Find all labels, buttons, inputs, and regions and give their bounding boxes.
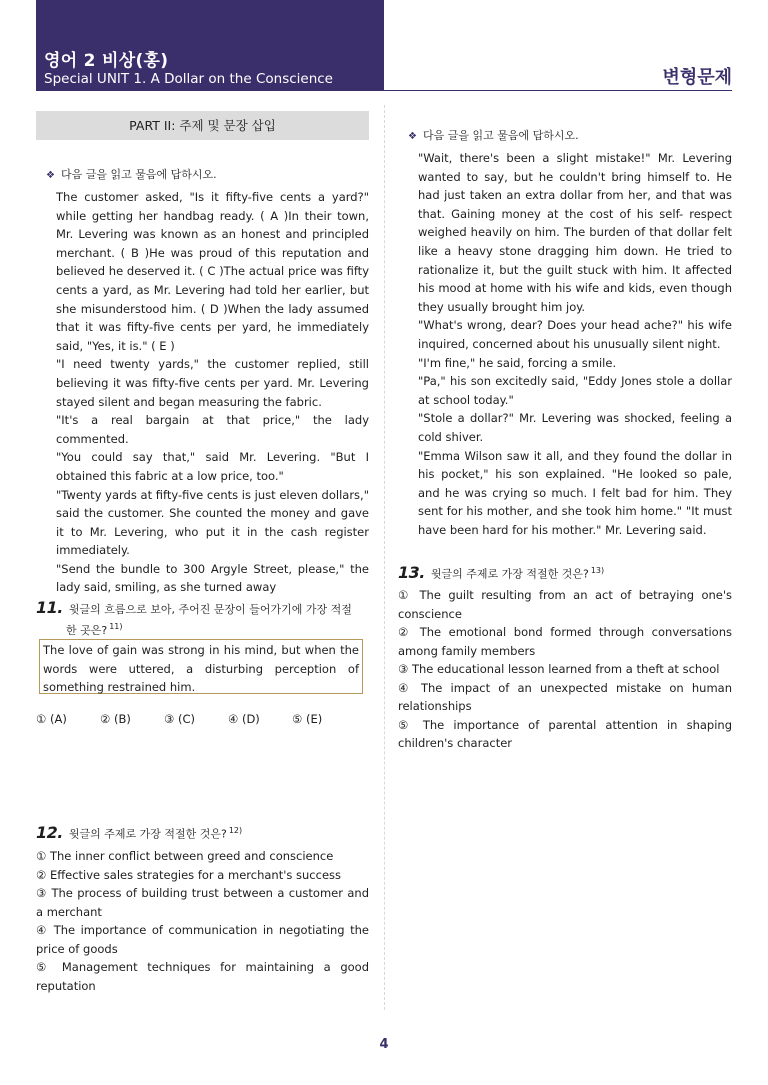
question-number: 13.: [398, 562, 425, 582]
right-instruction: [408, 127, 579, 143]
passage-paragraph: "You could say that," said Mr. Levering. "But I obtained this fabric at a low price, too.": [56, 450, 369, 483]
right-passage: [418, 149, 732, 539]
diamond-bullet-icon: ❖: [46, 170, 55, 181]
question-11-choices: [36, 712, 356, 726]
choice-c[interactable]: ③ (C): [164, 712, 195, 726]
option-2[interactable]: ② The emotional bond formed through conversations among family members: [398, 625, 732, 658]
insert-sentence-box: The love of gain was strong in his mind, but when the words were uttered, a disturbing perception of something restrained him.: [39, 639, 363, 694]
question-number: 11.: [36, 598, 63, 617]
option-4[interactable]: ④ The impact of an unexpected mistake on human relationships: [398, 680, 732, 713]
left-instruction-text: 다음 글을 읽고 물음에 답하시오.: [60, 168, 217, 181]
left-instruction: [46, 166, 217, 182]
question-13-header: [398, 562, 732, 583]
option-3[interactable]: ③ The educational lesson learned from a theft at school: [398, 662, 720, 676]
choice-b[interactable]: ② (B): [100, 712, 131, 726]
passage-paragraph: "I need twenty yards," the customer replied, still believing it was fifty-five cents per yard. Mr. Levering stayed silent and began measuring the fabric.: [56, 357, 369, 409]
question-11-header: [36, 599, 369, 639]
passage-paragraph: "Emma Wilson saw it all, and they found the dollar in his pocket," his son explained. "He looked so pale, and he was crying so much. I felt bad for him. They sent for his mother, and she took him home." "It must have been hard for his mother." Mr. Levering said.: [418, 448, 732, 537]
option-2[interactable]: ② Effective sales strategies for a merchant's success: [36, 867, 341, 882]
choice-a[interactable]: ① (A): [36, 712, 67, 726]
diamond-bullet-icon: ❖: [408, 131, 417, 142]
header-right-label: 변형문제: [662, 67, 732, 88]
question-12-options: [36, 847, 369, 995]
part-banner: [36, 111, 369, 140]
option-1[interactable]: ① The inner conflict between greed and conscience: [36, 849, 334, 863]
passage-paragraph: "Pa," his son excitedly said, "Eddy Jones stole a dollar at school today.": [418, 374, 732, 407]
passage-paragraph: "What's wrong, dear? Does your head ache?" his wife inquired, concerned about his unusually silent night.: [418, 318, 732, 351]
part-label: PART II: 주제 및 문장 삽입: [129, 118, 276, 133]
option-1[interactable]: ① The guilt resulting from an act of betraying one's conscience: [398, 588, 732, 621]
right-instruction-text: 다음 글을 읽고 물음에 답하시오.: [422, 129, 579, 142]
passage-paragraph: "Stole a dollar?" Mr. Levering was shocked, feeling a cold shiver.: [418, 411, 732, 444]
column-divider: [384, 105, 385, 1010]
question-prompt: 윗글의 주제로 가장 적절한 것은?: [430, 567, 589, 581]
option-5[interactable]: ⑤ Management techniques for maintaining a good reputation: [36, 960, 369, 993]
left-passage: [56, 188, 369, 597]
page-title: 영어 2 비상(홍): [44, 51, 169, 71]
choice-e[interactable]: ⑤ (E): [292, 712, 323, 726]
passage-paragraph: "Twenty yards at fifty-five cents is just eleven dollars," said the customer. She counted the money and gave it to Mr. Levering, who put it in the cash register immediately.: [56, 487, 369, 558]
question-number: 12.: [36, 822, 63, 842]
footnote-ref: 12): [228, 826, 243, 835]
footnote-ref: 13): [590, 566, 605, 575]
choice-d[interactable]: ④ (D): [228, 712, 260, 726]
question-13-options: [398, 586, 732, 753]
option-3[interactable]: ③ The process of building trust between a customer and a merchant: [36, 886, 369, 919]
passage-paragraph: "I'm fine," he said, forcing a smile.: [418, 355, 617, 370]
page-number: 4: [379, 1037, 389, 1052]
question-prompt: 윗글의 흐름으로 보아, 주어진 문장이 들어가기에 가장 적절: [68, 603, 352, 616]
footnote-ref: 11): [109, 622, 123, 631]
passage-paragraph: The customer asked, "Is it fifty-five cents a yard?" while getting her handbag ready. ( A )In their town, Mr. Levering was known as an honest and principled merchant. ( B )He was proud of this reputation and believed he deserved it. ( C )The actual price was fifty cents a yard, as Mr. Levering had told her earlier, but she misunderstood him. ( D )When the lady assumed that it was fifty-five cents per yard, he immediately said, "Yes, it is." ( E ): [56, 190, 369, 353]
header-rule: [384, 90, 732, 91]
question-prompt: 윗글의 주제로 가장 적절한 것은?: [68, 827, 227, 841]
passage-paragraph: "Send the bundle to 300 Argyle Street, please," the lady said, smiling, as she turned away: [56, 561, 369, 595]
question-12-header: [36, 822, 369, 843]
passage-paragraph: "Wait, there's been a slight mistake!" Mr. Levering wanted to say, but he couldn't bring himself to. He had just taken an extra dollar from her, and that was that. Gaining money at the cost of his self- respect weighed heavily on him. The burden of that dollar felt like a heavy stone dragging him down. He tried to rationalize it, but the guilt stuck with him. It affected his mood at home with his wife and kids, even though they usually brought him joy.: [418, 151, 732, 314]
page-subtitle: Special UNIT 1. A Dollar on the Conscience: [44, 71, 333, 87]
option-4[interactable]: ④ The importance of communication in negotiating the price of goods: [36, 923, 369, 956]
option-5[interactable]: ⑤ The importance of parental attention in shaping children's character: [398, 717, 732, 750]
question-prompt-cont: 한 곳은?: [66, 623, 108, 637]
passage-paragraph: "It's a real bargain at that price," the lady commented.: [56, 413, 369, 446]
